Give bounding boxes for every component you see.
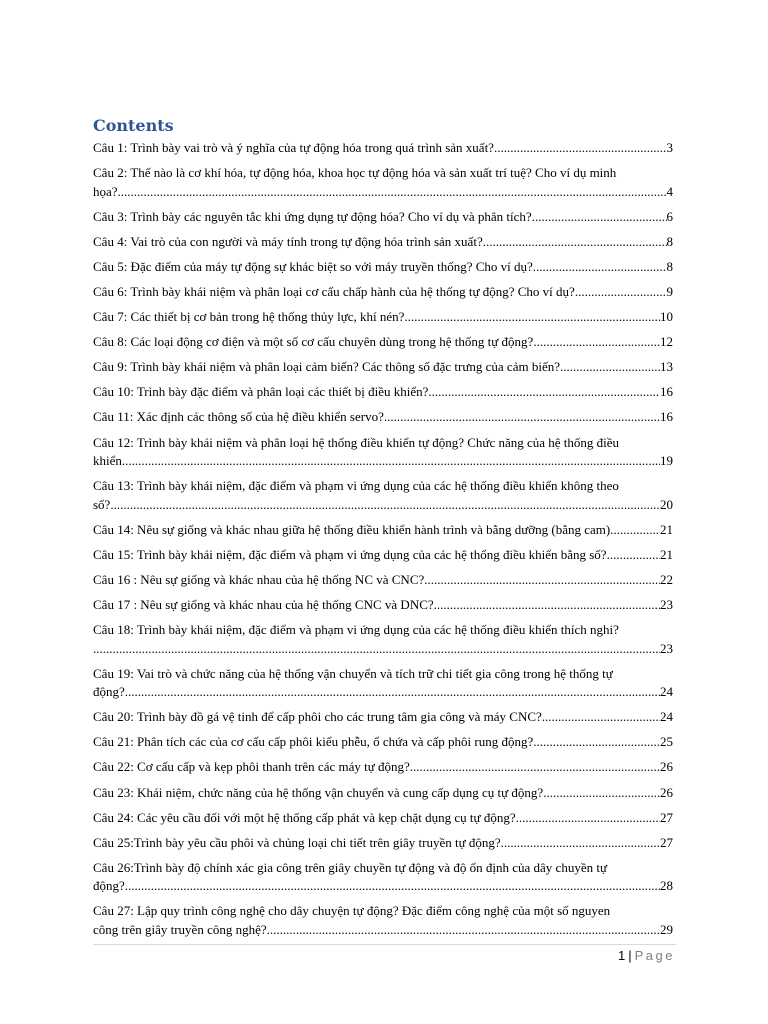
toc-page-number: 23 — [660, 640, 673, 656]
toc-entry-text: số? — [93, 496, 111, 512]
toc-entry[interactable] — [93, 233, 673, 252]
toc-entry-text: Câu 24: Các yêu cầu đối với một hệ thống cấp phát và kẹp chặt dụng cụ tự động? — [93, 809, 516, 825]
toc-entry[interactable] — [93, 164, 673, 201]
toc-entry-text: Câu 10: Trình bày đặc điểm và phân loại các thiết bị điều khiển? — [93, 384, 429, 400]
toc-entry-line — [93, 596, 673, 615]
toc-dot-leader — [404, 308, 660, 327]
toc-dot-leader — [494, 139, 667, 158]
toc-entry-text: Câu 14: Nêu sự giống và khác nhau giữa hệ thống điều khiển hành trình và bằng dưỡng (bằng cam) — [93, 521, 611, 537]
toc-page-number: 22 — [660, 571, 673, 587]
toc-entry[interactable] — [93, 665, 673, 702]
toc-dot-leader — [118, 183, 667, 202]
toc-entry-line — [93, 139, 673, 158]
toc-dot-leader — [125, 683, 660, 702]
toc-entry-line — [93, 683, 673, 702]
toc-entry[interactable] — [93, 809, 673, 828]
toc-entry-text: Câu 21: Phân tích các của cơ cấu cấp phôi kiểu phễu, ổ chứa và cấp phôi rung động? — [93, 734, 534, 750]
toc-page-number: 8 — [666, 233, 673, 249]
toc-entry[interactable] — [93, 621, 673, 658]
toc-page-number: 20 — [660, 496, 673, 512]
toc-page-number: 6 — [666, 208, 673, 224]
toc-page-number: 26 — [660, 784, 673, 800]
toc-entry-line — [93, 358, 673, 377]
toc-dot-leader — [110, 496, 660, 515]
toc-page-number: 23 — [660, 597, 673, 612]
toc-entry-text: Câu 19: Vai trò và chức năng của hệ thống vận chuyển và tích trữ chi tiết gia công trong hệ thống tự — [93, 665, 613, 681]
toc-entry-text: Câu 7: Các thiết bị cơ bản trong hệ thống thủy lực, khí nén? — [93, 309, 405, 325]
toc-entry[interactable] — [93, 521, 673, 540]
toc-entry-text: Câu 26:Trình bày độ chính xác gia công trên giây chuyền tự động và độ ổn định của dây chuyền tự — [93, 859, 608, 875]
toc-entry-line — [93, 809, 673, 828]
toc-entry[interactable] — [93, 571, 673, 590]
toc-entry-text: Câu 25:Trình bày yêu cầu phôi và chủng loại chi tiết trên giây truyền tự động? — [93, 834, 501, 850]
toc-dot-leader — [410, 758, 660, 777]
toc-entry[interactable] — [93, 258, 673, 277]
toc-dot-leader — [516, 809, 660, 828]
toc-entry-text: động? — [93, 878, 125, 894]
toc-entry-line — [93, 834, 673, 853]
toc-dot-leader — [434, 596, 660, 615]
toc-dot-leader — [560, 358, 660, 377]
toc-entry[interactable] — [93, 283, 673, 302]
toc-dot-leader — [542, 708, 660, 727]
toc-dot-leader — [610, 521, 660, 540]
toc-entry-text: Câu 2: Thế nào là cơ khí hóa, tự động hóa, khoa học tự động hóa và sản xuất trí tuệ? Cho ví dụ minh — [93, 165, 617, 181]
toc-entry-line — [93, 283, 673, 302]
toc-entry-line — [93, 383, 673, 402]
toc-entry-line — [93, 921, 673, 940]
footer-divider — [93, 944, 676, 945]
toc-entry-line — [93, 784, 673, 803]
toc-dot-leader — [575, 283, 667, 302]
toc-entry-line — [93, 308, 673, 327]
toc-entry-text: họa? — [93, 183, 118, 199]
toc-dot-leader — [483, 233, 667, 252]
toc-entry-line — [93, 208, 673, 227]
toc-entry[interactable] — [93, 733, 673, 752]
toc-page-number: 27 — [660, 809, 673, 825]
toc-entry[interactable] — [93, 859, 673, 896]
toc-entry-text: Câu 22: Cơ cấu cấp và kẹp phôi thanh trên các máy tự động? — [93, 759, 410, 775]
toc-entry-text: Câu 5: Đặc điểm của máy tự động sự khác biệt so với máy truyền thống? Cho ví dụ? — [93, 258, 533, 274]
toc-entry-text: Câu 11: Xác định các thông số của hệ điều khiển servo? — [93, 409, 384, 425]
toc-page-number: 8 — [666, 258, 673, 274]
toc-entry[interactable] — [93, 477, 673, 514]
toc-entry-line — [93, 258, 673, 277]
toc-entry-text: Câu 23: Khái niệm, chức năng của hệ thống vận chuyển và cung cấp dụng cụ tự động? — [93, 784, 544, 800]
toc-page-number: 27 — [660, 834, 673, 850]
toc-dot-leader — [93, 640, 660, 659]
toc-entry[interactable] — [93, 139, 673, 158]
toc-dot-leader — [543, 784, 660, 803]
toc-list — [93, 139, 673, 946]
toc-entry-line — [93, 233, 673, 252]
toc-entry-text: Câu 13: Trình bày khái niệm, đặc điểm và phạm vi ứng dụng của các hệ thống điều khiển không theo — [93, 478, 619, 494]
toc-entry-line — [93, 640, 673, 659]
toc-entry-text: Câu 27: Lập quy trình công nghệ cho dây chuyện tự động? Đặc điểm công nghệ của một số nguyen — [93, 903, 611, 919]
toc-entry[interactable] — [93, 434, 673, 471]
toc-entry[interactable] — [93, 358, 673, 377]
toc-entry-text: Câu 12: Trình bày khái niệm và phân loại hệ thống điều khiển tự động? Chức năng của hệ thống điều — [93, 434, 620, 450]
toc-page-number: 9 — [666, 283, 673, 299]
toc-dot-leader — [533, 258, 667, 277]
toc-entry-line — [93, 333, 673, 352]
toc-entry[interactable] — [93, 758, 673, 777]
toc-dot-leader — [533, 333, 660, 352]
toc-entry-text: động? — [93, 684, 125, 700]
toc-entry[interactable] — [93, 902, 673, 939]
toc-entry-text: Câu 4: Vai trò của con người và máy tính trong tự động hóa trình sản xuất? — [93, 233, 483, 249]
toc-entry-line — [93, 521, 673, 540]
toc-entry-text: Câu 16 : Nêu sự giống và khác nhau của hệ thống NC và CNC? — [93, 571, 425, 587]
footer-page-word: Page — [634, 948, 675, 963]
toc-entry[interactable] — [93, 708, 673, 727]
toc-page-number: 28 — [660, 878, 673, 894]
toc-entry-line — [93, 496, 673, 515]
footer-page-number: 1 — [618, 948, 626, 963]
toc-page-number: 24 — [660, 684, 673, 700]
toc-entry-line — [93, 733, 673, 752]
toc-entry-text: Câu 17 : Nêu sự giống và khác nhau của hệ thống CNC và DNC? — [93, 597, 434, 612]
toc-page-number: 21 — [660, 521, 673, 537]
toc-entry-text: công trên giây truyền công nghệ? — [93, 921, 267, 937]
toc-title: Contents — [93, 116, 174, 135]
toc-entry-text: Câu 15: Trình bày khái niệm, đặc điểm và phạm vi ứng dụng của các hệ thống điều khiển bằng số?. — [93, 546, 610, 562]
toc-entry-line — [93, 452, 673, 471]
toc-entry[interactable] — [93, 208, 673, 227]
toc-entry-line — [93, 877, 673, 896]
toc-entry-text: Câu 1: Trình bày vai trò và ý nghĩa của tự động hóa trong quá trình sản xuất? — [93, 140, 494, 155]
toc-entry[interactable] — [93, 383, 673, 402]
toc-dot-leader — [122, 452, 660, 471]
toc-dot-leader — [428, 383, 660, 402]
toc-entry[interactable] — [93, 308, 673, 327]
toc-dot-leader — [610, 546, 660, 565]
toc-entry-text: Câu 8: Các loại động cơ điện và một số cơ cấu chuyên dùng trong hệ thống tự động? — [93, 334, 534, 350]
toc-page-number: 24 — [660, 709, 673, 725]
toc-entry[interactable] — [93, 333, 673, 352]
toc-dot-leader — [125, 877, 660, 896]
toc-dot-leader — [533, 733, 660, 752]
toc-entry-line — [93, 183, 673, 202]
page-footer — [618, 948, 675, 963]
toc-page-number: 4 — [666, 183, 673, 199]
toc-entry[interactable] — [93, 546, 673, 565]
toc-dot-leader — [424, 571, 660, 590]
toc-page-number: 19 — [660, 453, 673, 469]
toc-page-number: 16 — [660, 409, 673, 425]
toc-entry-text: Câu 3: Trình bày các nguyên tắc khi ứng dụng tự động hóa? Cho ví dụ và phân tích? — [93, 208, 532, 224]
toc-page-number: 25 — [660, 734, 673, 750]
toc-entry[interactable] — [93, 784, 673, 803]
toc-entry-text: khiển — [93, 453, 122, 469]
toc-page-number: 10 — [660, 309, 673, 325]
toc-entry[interactable] — [93, 408, 673, 427]
toc-dot-leader — [384, 408, 660, 427]
toc-entry-line — [93, 708, 673, 727]
toc-entry-text: Câu 18: Trình bày khái niệm, đặc điểm và phạm vi ứng dụng của các hệ thống điều khiển thích nghi? — [93, 622, 619, 638]
toc-entry[interactable] — [93, 596, 673, 615]
toc-page-number: 3 — [666, 140, 673, 155]
toc-entry-line — [93, 758, 673, 777]
toc-entry[interactable] — [93, 834, 673, 853]
toc-dot-leader — [267, 921, 660, 940]
toc-entry-text: Câu 9: Trình bày khái niệm và phân loại cảm biến? Các thông số đặc trưng của cảm biến? — [93, 359, 560, 375]
toc-page-number: 12 — [660, 334, 673, 350]
toc-entry-text: Câu 20: Trình bày đồ gá vệ tinh để cấp phôi cho các trung tâm gia công và máy CNC? — [93, 709, 542, 725]
toc-entry-line — [93, 408, 673, 427]
toc-entry-line — [93, 571, 673, 590]
toc-dot-leader — [501, 834, 660, 853]
toc-entry-line — [93, 546, 673, 565]
footer-separator: | — [628, 948, 632, 963]
toc-page-number: 13 — [660, 359, 673, 375]
toc-page-number: 29 — [660, 921, 673, 937]
toc-entry-text: Câu 6: Trình bày khái niệm và phân loại cơ cấu chấp hành của hệ thống tự động? Cho ví dụ? — [93, 283, 575, 299]
toc-dot-leader — [532, 208, 667, 227]
toc-page-number: 26 — [660, 759, 673, 775]
toc-page-number: 16 — [660, 384, 673, 400]
toc-page-number: 21 — [660, 546, 673, 562]
